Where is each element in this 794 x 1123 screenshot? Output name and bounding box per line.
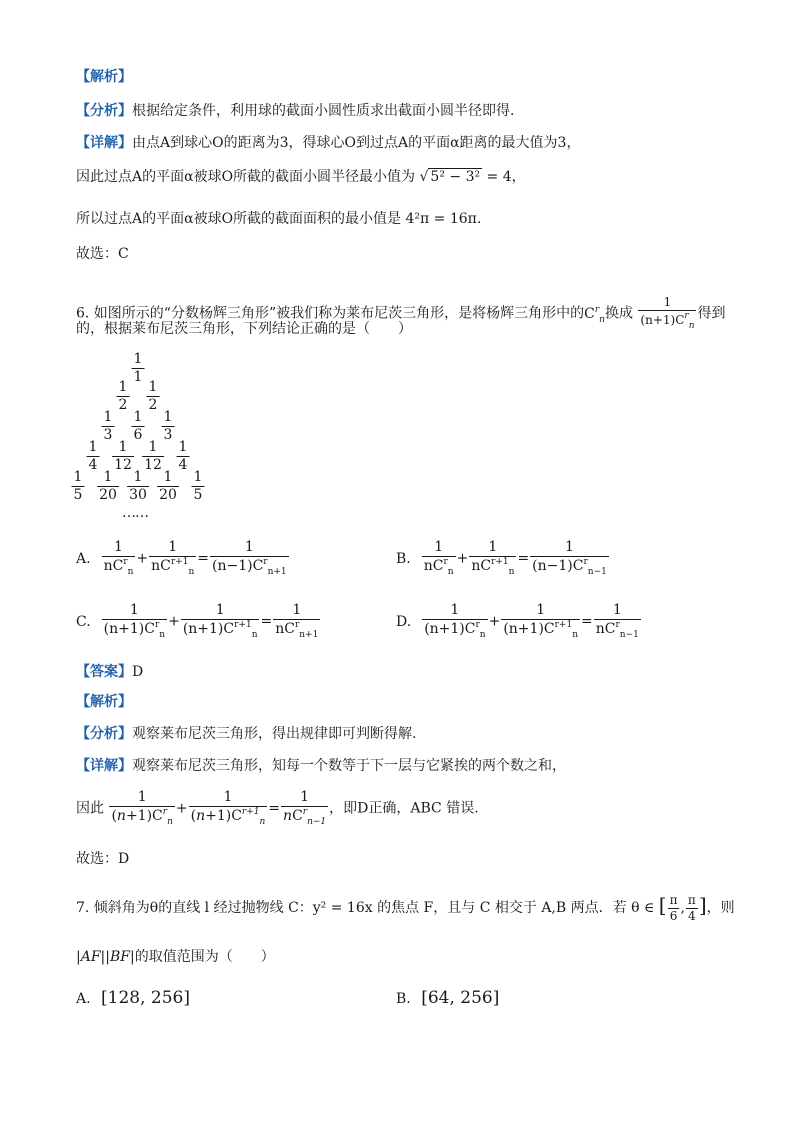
option-label: D. — [396, 613, 412, 630]
radicand: 5² − 3² — [430, 169, 481, 185]
option-result: $\frac{1}{(n-1)C^r_{n+1}}$ — [211, 539, 287, 577]
q6-stem-fraction: $\frac{1}{(n+1)C^r_n}$ — [640, 295, 695, 331]
triangle-fraction: $\frac{1}{20}$ — [159, 469, 177, 503]
concl-frac-1: $\frac{1}{(n+1)C^r_n}$ — [111, 789, 173, 827]
option-label: C. — [76, 613, 91, 630]
xiangjie-tag: 【详解】 — [76, 758, 132, 774]
q7-stem-b: ，则 — [706, 900, 735, 916]
q6-option-a[interactable]: A. $\frac{1}{nC^r_n}$ + $\frac{1}{nC^{r+1}_n}$ = $\frac{1}{(n-1)C^r_{n+1}}$ — [76, 539, 287, 577]
interval-lower: $\frac{\pi}{6}$ — [669, 892, 678, 923]
q6-fenxi-line — [76, 723, 416, 743]
line2-text: 因此过点A的平面α被球O所截的截面小圆半径最小值为 — [76, 169, 416, 185]
triangle-fraction: $\frac{1}{5}$ — [193, 469, 203, 503]
fenxi-text: 根据给定条件，利用球的截面小圆性质求出截面小圆半径即得. — [132, 103, 515, 119]
triangle-fraction: $\frac{1}{3}$ — [163, 409, 173, 443]
q6-option-d[interactable]: D. $\frac{1}{(n+1)C^r_n}$ + $\frac{1}{(n+1)C^{r+1}_n}$ = $\frac{1}{nC^r_{n-1}}$ — [396, 602, 639, 640]
answer-tag-q6: 【答案】D — [76, 664, 144, 680]
option-result: $\frac{1}{nC^r_{n-1}}$ — [595, 602, 639, 640]
q6-stem-b: 换成 — [604, 305, 633, 322]
q7-stem-line2: |AF||BF|的取值范围为（ ） — [76, 949, 275, 965]
triangle-fraction: $\frac{1}{1}$ — [133, 351, 143, 385]
option-term-1: $\frac{1}{(n+1)C^r_n}$ — [103, 602, 166, 640]
option-term-1: $\frac{1}{(n+1)C^r_n}$ — [424, 602, 486, 640]
q5-answer: 故选：C — [76, 246, 129, 262]
triangle-fraction: $\frac{1}{6}$ — [133, 409, 143, 443]
analysis-tag-q5: 【解析】 — [76, 69, 132, 85]
triangle-fraction: $\frac{1}{20}$ — [99, 469, 117, 503]
xiangjie-tag: 【详解】 — [76, 135, 132, 151]
triangle-fraction: $\frac{1}{30}$ — [129, 469, 147, 503]
q6-xiangjie-line — [76, 755, 566, 775]
concl-frac-2: $\frac{1}{(n+1)C^{r+1}_n}$ — [190, 789, 266, 827]
triangle-fraction: $\frac{1}{12}$ — [114, 439, 132, 473]
option-result: $\frac{1}{(n-1)C^r_{n-1}}$ — [532, 539, 607, 577]
line2-result: = 4， — [482, 169, 526, 185]
comb-symbol: $C^r_n$ — [584, 304, 605, 325]
option-b-value: [64, 256] — [421, 988, 500, 1008]
option-a-value: [128, 256] — [101, 988, 190, 1008]
xiangjie-text: 观察莱布尼茨三角形，知每一个数等于下一层与它紧挨的两个数之和， — [132, 758, 566, 774]
triangle-fraction: $\frac{1}{12}$ — [144, 439, 162, 473]
option-term-2: $\frac{1}{nC^{r+1}_n}$ — [151, 539, 195, 577]
q6-stem-c: 得到 — [697, 305, 726, 322]
concl-frac-3: $\frac{1}{nC^r_{n-1}}$ — [283, 789, 327, 827]
xiangjie-text: 由点A到球心O的距离为3，得球心O到过点A的平面α距离的最大值为3， — [132, 135, 581, 151]
sqrt-expression: √ 5² − 3² — [419, 169, 481, 185]
option-label: A. — [76, 550, 91, 567]
option-term-1: $\frac{1}{nC^r_n}$ — [423, 539, 454, 577]
q6-stem-line2: 的，根据莱布尼茨三角形，下列结论正确的是（ ） — [76, 321, 412, 337]
q7-stem-a: 7. 倾斜角为θ的直线 l 经过抛物线 C：y² = 16x 的焦点 F，且与 C 相交于 A,B 两点．若 θ ∈ — [76, 900, 655, 916]
option-result: $\frac{1}{nC^r_{n+1}}$ — [275, 602, 319, 640]
analysis-tag-q6: 【解析】 — [76, 694, 132, 710]
abs-expression: |AF||BF| — [76, 949, 135, 965]
option-term-2: $\frac{1}{(n+1)C^{r+1}_n}$ — [503, 602, 578, 640]
triangle-fraction: $\frac{1}{2}$ — [148, 379, 158, 413]
q5-xiangjie-line3: 所以过点A的平面α被球O所截的截面面积的最小值是 4²π = 16π. — [76, 211, 482, 227]
option-label: B. — [396, 550, 411, 567]
q7-option-b[interactable]: B. [64, 256] — [396, 988, 500, 1008]
triangle-fraction: $\frac{1}{4}$ — [178, 439, 188, 473]
q6-stem-a: 6. 如图所示的“分数杨辉三角形”被我们称为莱布尼茨三角形，是将杨辉三角形中的 — [76, 305, 585, 322]
fenxi-tag: 【分析】 — [76, 726, 132, 742]
q7-stem-line1: 7. 倾斜角为θ的直线 l 经过抛物线 C：y² = 16x 的焦点 F，且与 C 相交于 A,B 两点．若 θ ∈ [ $\frac{\pi}{6}$ , $\frac{\pi}{4}$ ]，则 — [76, 892, 735, 923]
interval-upper: $\frac{\pi}{4}$ — [687, 892, 696, 923]
q6-option-b[interactable]: B. $\frac{1}{nC^r_n}$ + $\frac{1}{nC^{r+1}_n}$ = $\frac{1}{(n-1)C^r_{n-1}}$ — [396, 539, 607, 577]
q7-option-a[interactable]: A. [128, 256] — [76, 988, 190, 1008]
q6-answer-value: D — [132, 664, 144, 680]
q6-option-c[interactable]: C. $\frac{1}{(n+1)C^r_n}$ + $\frac{1}{(n+1)C^{r+1}_n}$ = $\frac{1}{nC^r_{n+1}}$ — [76, 602, 319, 640]
triangle-ellipsis: …… — [122, 505, 148, 521]
q6-answer: 故选：D — [76, 851, 130, 867]
triangle-fraction: $\frac{1}{2}$ — [118, 379, 128, 413]
triangle-fraction: $\frac{1}{3}$ — [103, 409, 113, 443]
q6-conclusion: 因此 $\frac{1}{(n+1)C^r_n}$ + $\frac{1}{(n+1)C^{r+1}_n}$ = $\frac{1}{nC^r_{n-1}}$ ，即D正确，ABC 错误. — [76, 789, 479, 827]
fenxi-tag: 【分析】 — [76, 103, 132, 119]
option-term-2: $\frac{1}{(n+1)C^{r+1}_n}$ — [182, 602, 258, 640]
triangle-fraction: $\frac{1}{4}$ — [88, 439, 98, 473]
option-term-2: $\frac{1}{nC^{r+1}_n}$ — [471, 539, 515, 577]
option-term-1: $\frac{1}{nC^r_n}$ — [103, 539, 134, 577]
fenxi-text: 观察莱布尼茨三角形，得出规律即可判断得解. — [132, 726, 417, 742]
triangle-fraction: $\frac{1}{5}$ — [73, 469, 83, 503]
